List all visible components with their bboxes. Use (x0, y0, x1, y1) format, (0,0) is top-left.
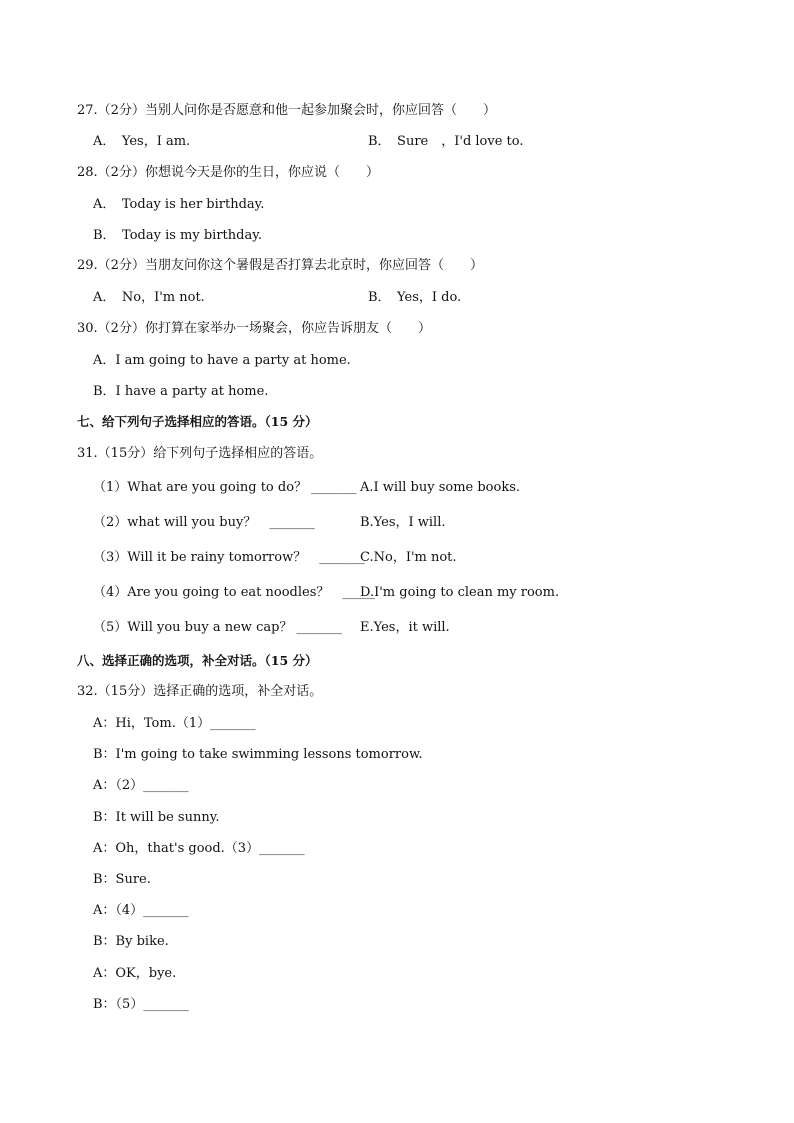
dialog-line: B：It will be sunny. (93, 810, 220, 825)
matching-item-right: E.Yes，it will. (360, 620, 450, 635)
matching-item-right: D.I'm going to clean my room. (360, 585, 560, 600)
matching-item-left: （2）what will you buy？ _______ (93, 515, 315, 530)
question-29-stem: 29.（2分）当朋友问你这个暑假是否打算去北京时，你应回答（ ） (77, 258, 483, 273)
section-8-heading: 八、选择正确的选项，补全对话。（15 分） (77, 653, 318, 668)
question-27-stem: 27.（2分）当别人问你是否愿意和他一起参加聚会时，你应回答（ ） (77, 103, 496, 118)
question-27-option-b: B． Sure ，I'd love to. (368, 134, 524, 149)
matching-item-right: A.I will buy some books. (360, 480, 520, 495)
section-7-heading: 七、给下列句子选择相应的答语。（15 分） (77, 414, 318, 429)
question-28-option-b: B． Today is my birthday. (93, 228, 262, 243)
dialog-line: A：Hi，Tom.（1）_______ (93, 716, 256, 731)
question-30-option-b: B．I have a party at home. (93, 384, 269, 399)
dialog-line: B：By bike. (93, 934, 169, 949)
dialog-line: A：（2）_______ (93, 778, 189, 793)
dialog-line: B：Sure. (93, 872, 151, 887)
matching-item-left: （1）What are you going to do？ _______ (93, 480, 357, 495)
question-30-option-a: A．I am going to have a party at home. (93, 353, 351, 368)
dialog-line: B：I'm going to take swimming lessons tomorrow. (93, 747, 423, 762)
question-28-stem: 28.（2分）你想说今天是你的生日，你应说（ ） (77, 165, 379, 180)
question-31-stem: 31.（15分）给下列句子选择相应的答语。 (77, 446, 323, 461)
matching-item-left: （5）Will you buy a new cap？ _______ (93, 620, 343, 635)
question-29-option-b: B． Yes，I do. (368, 290, 462, 305)
matching-item-right: B.Yes，I will. (360, 515, 446, 530)
matching-item-right: C.No，I'm not. (360, 550, 457, 565)
dialog-line: A：OK，bye. (93, 966, 177, 981)
dialog-line: A：（4）_______ (93, 903, 189, 918)
dialog-line: B：（5）_______ (93, 997, 189, 1012)
question-27-option-a: A． Yes，I am. (93, 134, 191, 149)
question-32-stem: 32.（15分）选择正确的选项，补全对话。 (77, 684, 323, 699)
question-30-stem: 30.（2分）你打算在家举办一场聚会，你应告诉朋友（ ） (77, 321, 431, 336)
matching-item-left: （3）Will it be rainy tomorrow？ _______ (93, 550, 365, 565)
dialog-line: A：Oh，that's good.（3）_______ (93, 841, 305, 856)
question-29-option-a: A． No，I'm not. (93, 290, 205, 305)
question-28-option-a: A． Today is her birthday. (93, 197, 265, 212)
matching-item-left: （4）Are you going to eat noodles？ _____ (93, 585, 375, 600)
